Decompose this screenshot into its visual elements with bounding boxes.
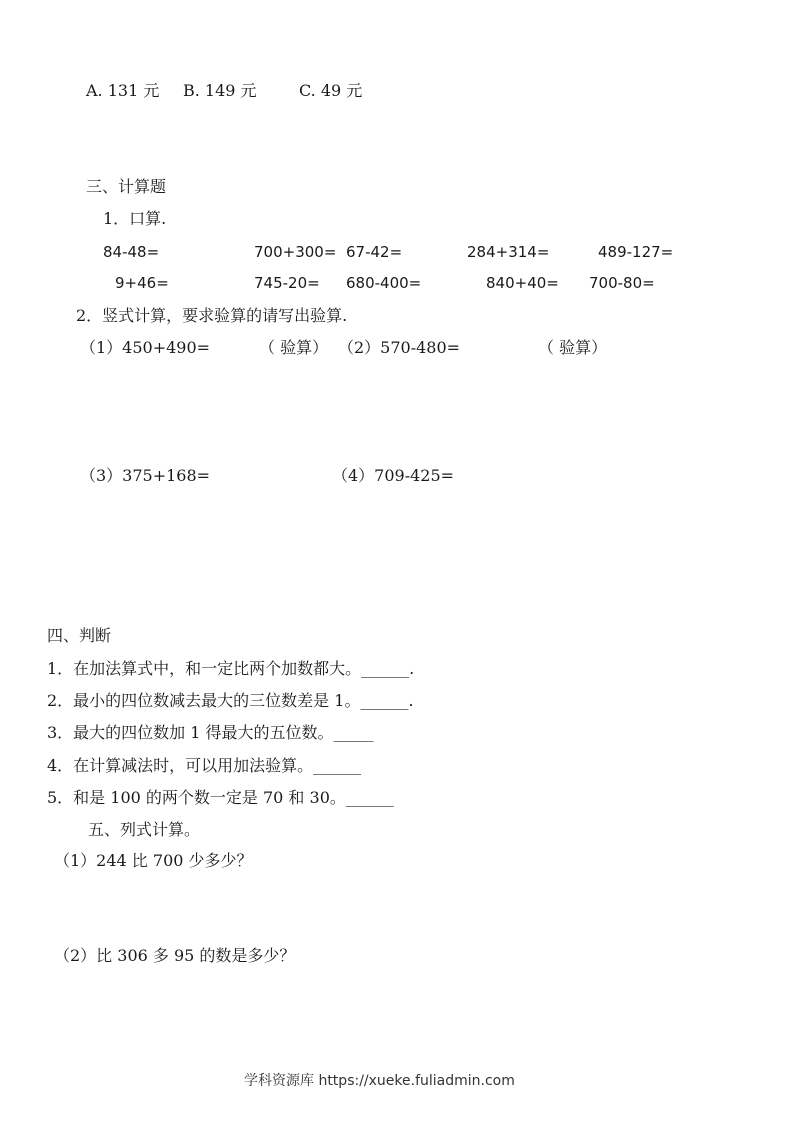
oral-calc-item: 84-48= [103, 243, 160, 261]
oral-calc-item: 9+46= [115, 274, 169, 292]
section5-title: 五、列式计算。 [88, 820, 201, 839]
oral-calc-item: 680-400= [346, 274, 422, 292]
q1-title: 1．口算. [103, 209, 167, 228]
oral-calc-item: 67-42= [346, 243, 403, 261]
oral-calc-item: 489-127= [598, 243, 674, 261]
check-label-2: （ 验算） [538, 338, 608, 357]
check-label-1: （ 验算） [259, 338, 329, 357]
vertical-problem-2: （2）570-480= [338, 338, 461, 357]
section4-title: 四、判断 [47, 626, 112, 645]
oral-calc-item: 745-20= [254, 274, 320, 292]
oral-calc-item: 700+300= [254, 243, 337, 261]
footer-source: 学科资源库 https://xueke.fuliadmin.com [244, 1073, 515, 1089]
judge-item: 2．最小的四位数减去最大的三位数差是 1。______. [47, 691, 414, 710]
choice-b: B. 149 元 [183, 81, 257, 100]
vertical-problem-4: （4）709-425= [332, 466, 455, 485]
section3-title: 三、计算题 [86, 177, 167, 196]
choice-a: A. 131 元 [86, 81, 160, 100]
oral-calc-item: 840+40= [486, 274, 559, 292]
vertical-problem-3: （3）375+168= [80, 466, 211, 485]
oral-calc-item: 700-80= [589, 274, 655, 292]
word-problem-2: （2）比 306 多 95 的数是多少？ [54, 946, 296, 965]
vertical-problem-1: （1）450+490= [80, 338, 211, 357]
q2-title: 2．竖式计算，要求验算的请写出验算. [76, 306, 348, 325]
choice-c: C. 49 元 [299, 81, 363, 100]
judge-item: 5．和是 100 的两个数一定是 70 和 30。______ [47, 788, 394, 807]
judge-item: 4．在计算减法时，可以用加法验算。______ [47, 756, 362, 775]
word-problem-1: （1）244 比 700 少多少？ [54, 851, 253, 870]
judge-item: 3．最大的四位数加 1 得最大的五位数。_____ [47, 723, 374, 742]
oral-calc-item: 284+314= [467, 243, 550, 261]
judge-item: 1．在加法算式中，和一定比两个加数都大。______. [47, 659, 415, 678]
